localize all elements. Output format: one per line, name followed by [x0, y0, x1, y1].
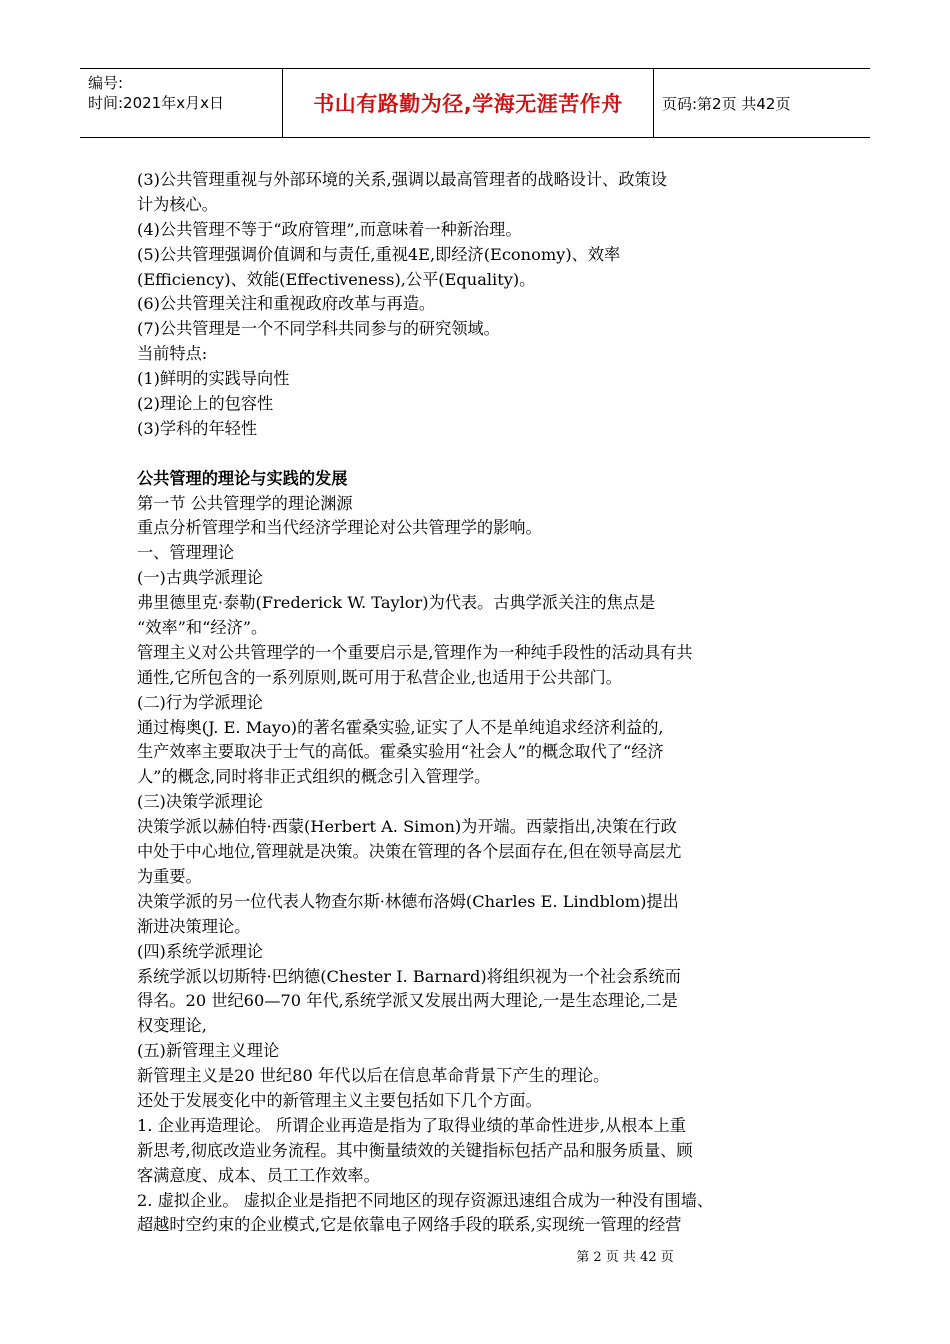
- document-body: [137, 168, 817, 1238]
- body-line: (2)理论上的包容性: [137, 394, 274, 414]
- page-header: [80, 68, 870, 138]
- body-line: (五)新管理主义理论: [137, 1041, 280, 1061]
- body-line: 重点分析管理学和当代经济学理论对公共管理学的影响。: [137, 518, 542, 538]
- body-line: 2. 虚拟企业。 虚拟企业是指把不同地区的现存资源迅速组合成为一种没有围墙、: [137, 1190, 714, 1210]
- body-line: (三)决策学派理论: [137, 792, 263, 812]
- time-label: 时间:2021年x月x日: [88, 94, 224, 112]
- body-line: (一)古典学派理论: [137, 568, 263, 588]
- body-line: 人”的概念,同时将非正式组织的概念引入管理学。: [137, 767, 491, 787]
- body-line: (Efficiency)、效能(Effectiveness),公平(Equality)。: [137, 269, 536, 289]
- body-line: 第一节 公共管理学的理论渊源: [137, 493, 353, 513]
- body-line: 权变理论,: [137, 1016, 207, 1036]
- body-line: 新管理主义是20 世纪80 年代以后在信息革命背景下产生的理论。: [137, 1066, 610, 1086]
- body-line: 管理主义对公共管理学的一个重要启示是,管理作为一种纯手段性的活动具有共: [137, 642, 693, 662]
- body-line: 弗里德里克·泰勒(Frederick W. Taylor)为代表。古典学派关注的焦点是: [137, 593, 656, 613]
- section-heading: 公共管理的理论与实践的发展: [137, 468, 348, 488]
- body-line: 生产效率主要取决于士气的高低。霍桑实验用“社会人”的概念取代了“经济: [137, 742, 664, 762]
- body-line: (1)鲜明的实践导向性: [137, 369, 290, 389]
- body-line: 系统学派以切斯特·巴纳德(Chester I. Barnard)将组织视为一个社会系统而: [137, 966, 681, 986]
- body-line: 渐进决策理论。: [137, 916, 251, 936]
- header-page-info: 页码:第2页 共42页: [662, 94, 791, 113]
- body-line: 决策学派的另一位代表人物查尔斯·林德布洛姆(Charles E. Lindblom)提出: [137, 891, 679, 911]
- body-line: “效率”和“经济”。: [137, 618, 268, 638]
- body-line: 一、管理理论: [137, 543, 235, 563]
- body-line: 中处于中心地位,管理就是决策。决策在管理的各个层面存在,但在领导高层尤: [137, 842, 682, 862]
- body-line: 决策学派以赫伯特·西蒙(Herbert A. Simon)为开端。西蒙指出,决策在行政: [137, 817, 677, 837]
- body-line: 通过梅奥(J. E. Mayo)的著名霍桑实验,证实了人不是单纯追求经济利益的,: [137, 717, 664, 737]
- body-line: 客满意度、成本、员工工作效率。: [137, 1165, 380, 1185]
- body-line: (二)行为学派理论: [137, 692, 263, 712]
- header-motto: 书山有路勤为径,学海无涯苦作舟: [282, 69, 654, 137]
- body-line: (5)公共管理强调价值调和与责任,重视4E,即经济(Economy)、效率: [137, 244, 621, 264]
- body-line: (6)公共管理关注和重视政府改革与再造。: [137, 294, 436, 314]
- body-line: (4)公共管理不等于“政府管理”,而意味着一种新治理。: [137, 219, 522, 239]
- body-line: 还处于发展变化中的新管理主义主要包括如下几个方面。: [137, 1090, 542, 1110]
- body-line: 新思考,彻底改造业务流程。其中衡量绩效的关键指标包括产品和服务质量、顾: [137, 1140, 693, 1160]
- body-line: 当前特点:: [137, 344, 208, 364]
- body-line: 计为核心。: [137, 194, 218, 214]
- body-line: (3)学科的年轻性: [137, 418, 258, 438]
- serial-label: 编号:: [88, 74, 124, 92]
- body-line: (3)公共管理重视与外部环境的关系,强调以最高管理者的战略设计、政策设: [137, 170, 667, 189]
- body-line: [137, 442, 817, 467]
- body-line: 得名。20 世纪60—70 年代,系统学派又发展出两大理论,一是生态理论,二是: [137, 991, 678, 1011]
- body-line: 为重要。: [137, 866, 202, 886]
- body-line: (7)公共管理是一个不同学科共同参与的研究领域。: [137, 319, 500, 339]
- body-line: 超越时空约束的企业模式,它是依靠电子网络手段的联系,实现统一管理的经营: [137, 1215, 682, 1235]
- header-meta: [80, 69, 282, 137]
- page-footer: 第 2 页 共 42 页: [576, 1250, 674, 1265]
- body-line: 1. 企业再造理论。 所谓企业再造是指为了取得业绩的革命性进步,从根本上重: [137, 1115, 686, 1135]
- body-line: 通性,它所包含的一系列原则,既可用于私营企业,也适用于公共部门。: [137, 667, 622, 687]
- body-line: (四)系统学派理论: [137, 941, 263, 961]
